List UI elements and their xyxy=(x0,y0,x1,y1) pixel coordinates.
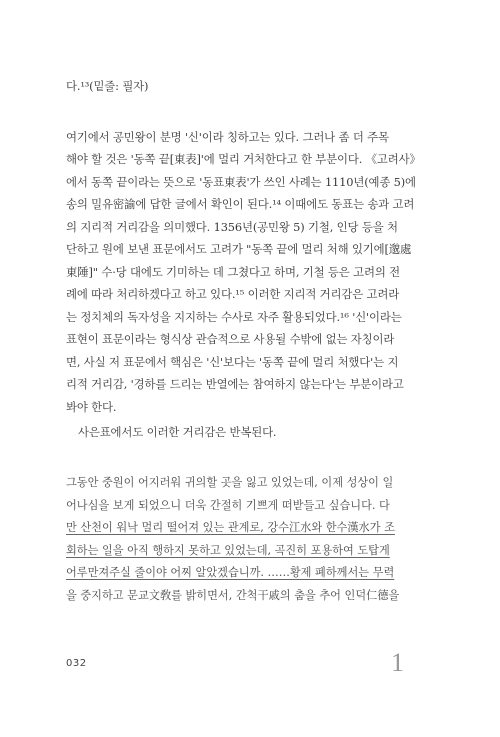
page-number: 032 xyxy=(66,658,87,669)
paragraph-line: 東陲]" 수·당 대에도 기미하는 데 그쳤다고 하며, 기철 등은 고려의 전 xyxy=(66,265,400,279)
quote-line-underlined: 회하는 일을 아직 행하지 못하고 있었는데, 곡진히 포용하여 도탑게 xyxy=(66,544,390,557)
paragraph-line: 송의 밀유密諭에 답한 글에서 확인이 된다.¹⁴ 이때에도 동표는 송과 고려 xyxy=(66,197,415,211)
paragraph-line: 리적 거리감, '경하를 드리는 반열에는 참여하지 않는다'는 부분이라고 xyxy=(66,377,404,391)
chapter-number: 1 xyxy=(391,648,404,677)
paragraph-line: 표현이 표문이라는 형식상 관습적으로 사용될 수밖에 없는 자칭이라 xyxy=(66,332,395,346)
quote-line: 을 중지하고 문교文敎를 밝히면서, 간척干戚의 춤을 추어 인덕仁德을 xyxy=(66,589,400,602)
paragraph-line: 의 지리적 거리감을 의미했다. 1356년(공민왕 5) 기철, 인당 등을 처 xyxy=(66,220,398,234)
paragraph-line: 단하고 원에 보낸 표문에서도 고려가 "동쪽 끝에 멀리 처해 있기에[邈處 xyxy=(66,242,412,256)
quote-line-underlined: 만 산천이 워낙 멀리 떨어져 있는 관계로, 강수江水와 한수漢水가 조 xyxy=(66,521,395,534)
lead-line: 다.¹³(밑줄: 필자) xyxy=(66,79,149,93)
paragraph-line: 에서 동쪽 끝이라는 뜻으로 '동표東表'가 쓰인 사례는 1110년(예종 5)에 xyxy=(66,175,416,189)
paragraph-line: 례에 따라 처리하겠다고 하고 있다.¹⁵ 이러한 지리적 거리감은 고려라 xyxy=(66,287,400,301)
quote-line: 그동안 중원이 어지러워 귀의할 곳을 잃고 있었는데, 이제 성상이 일 xyxy=(66,476,394,489)
quote-line-underlined: 어루만져주실 줄이야 어찌 알았겠습니까. ……황제 폐하께서는 무력 xyxy=(66,566,395,579)
quote-line: 어나심을 보게 되었으니 더욱 간절히 기쁘게 떠받들고 싶습니다. 다 xyxy=(66,499,390,512)
paragraph-2: 사은표에서도 이러한 거리감은 반복된다. xyxy=(78,425,277,439)
paragraph-line: 봐야 한다. xyxy=(66,400,117,414)
paragraph-line: 는 정치체의 독자성을 지지하는 수사로 자주 활용되었다.¹⁶ '신'이라는 xyxy=(66,310,402,324)
paragraph-line: 해야 할 것은 '동쪽 끝[東表]'에 멀리 거처한다고 한 부분이다. 《고려사》 xyxy=(66,152,421,166)
paragraph-line: 여기에서 공민왕이 분명 '신'이라 칭하고는 있다. 그러나 좀 더 주목 xyxy=(66,130,389,144)
paragraph-line: 면, 사실 저 표문에서 핵심은 '신'보다는 '동쪽 끝에 멀리 처했다'는 지 xyxy=(66,355,399,369)
